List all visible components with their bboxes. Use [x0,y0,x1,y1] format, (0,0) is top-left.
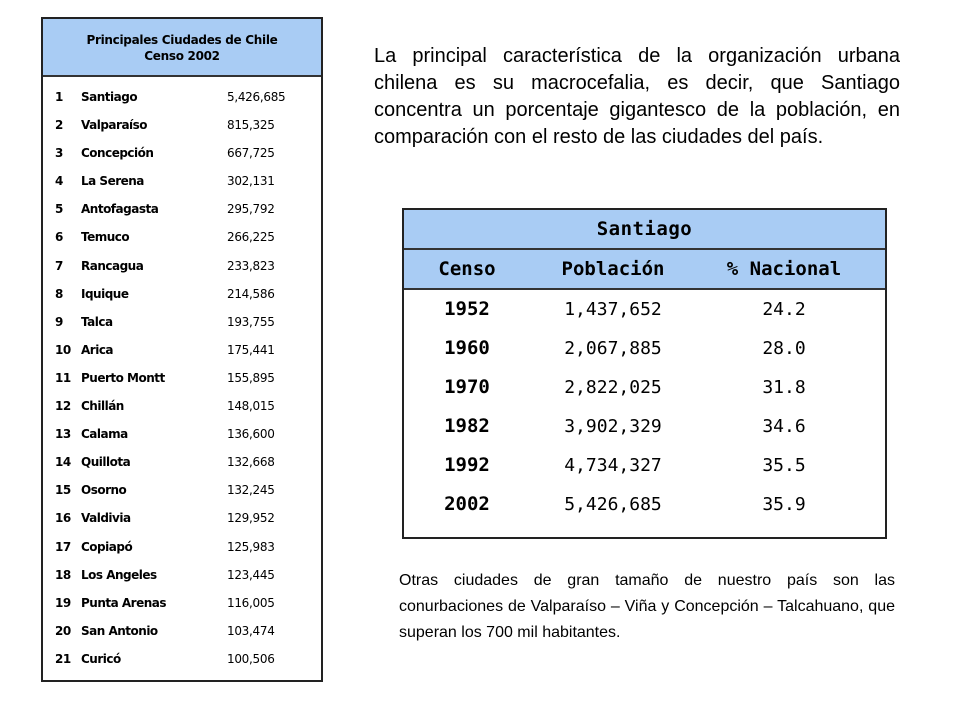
santiago-table-title-row [404,210,885,250]
table-row [404,329,885,368]
city-rank: 16 [55,511,71,526]
city-population: 129,952 [227,511,275,526]
city-population: 116,005 [227,595,275,610]
city-population: 302,131 [227,174,275,189]
table-row [404,290,885,329]
census-year: 2002 [444,493,490,515]
city-population: 175,441 [227,342,275,357]
column-header-nacional: % Nacional [726,258,842,280]
city-rank: 15 [55,483,71,498]
table-row [43,420,321,448]
city-rank: 8 [55,286,63,301]
city-name: Los Angeles [81,567,157,582]
santiago-table [402,208,887,539]
cities-table-subtitle: Censo 2002 [144,49,220,63]
city-population: 100,506 [227,651,275,666]
city-name: Talca [81,314,113,329]
census-national-pct: 35.5 [762,455,806,476]
city-name: Punta Arenas [81,595,167,610]
city-population: 214,586 [227,286,275,301]
table-row [43,561,321,589]
census-year: 1952 [444,298,490,320]
city-name: Osorno [81,483,127,498]
city-population: 5,426,685 [227,90,286,104]
column-header-censo: Censo [438,258,496,280]
cities-table-body [43,83,321,673]
table-row [43,533,321,561]
census-year: 1970 [444,376,490,398]
census-national-pct: 31.8 [762,377,806,398]
city-name: San Antonio [81,623,158,638]
table-row [43,139,321,167]
city-rank: 17 [55,539,71,554]
outro-paragraph: Otras ciudades de gran tamaño de nuestro país son las conurbaciones de Valparaíso – Viña y Concepción – Talcahuano, que superan los 700 mil habitantes. [399,572,895,641]
city-rank: 20 [55,623,71,638]
table-row [43,83,321,111]
city-name: Valparaíso [81,118,148,133]
city-name: Quillota [81,455,131,470]
city-population: 266,225 [227,230,275,245]
census-population: 4,734,327 [564,455,662,476]
city-population: 132,668 [227,455,275,470]
city-population: 155,895 [227,370,275,385]
table-row [43,167,321,195]
census-population: 1,437,652 [564,299,662,320]
table-row [43,195,321,223]
city-population: 667,725 [227,146,275,161]
census-population: 3,902,329 [564,416,662,437]
table-row [43,336,321,364]
city-rank: 9 [55,314,63,329]
city-name: Rancagua [81,258,144,273]
city-rank: 13 [55,427,71,442]
city-name: Puerto Montt [81,370,165,385]
census-year: 1992 [444,454,490,476]
table-row [43,252,321,280]
city-rank: 7 [55,258,63,273]
table-row [43,280,321,308]
table-row [404,485,885,524]
city-population: 103,474 [227,623,275,638]
city-rank: 1 [55,90,63,104]
census-national-pct: 24.2 [762,299,806,320]
city-rank: 21 [55,651,71,666]
city-population: 132,245 [227,483,275,498]
santiago-table-title: Santiago [596,218,693,240]
city-rank: 12 [55,399,71,414]
table-row [404,407,885,446]
city-name: Antofagasta [81,202,159,217]
city-rank: 11 [55,370,71,385]
column-header-poblacion: Población [561,258,665,280]
city-population: 193,755 [227,314,275,329]
table-row [43,111,321,139]
city-population: 123,445 [227,567,275,582]
table-row [43,392,321,420]
city-rank: 10 [55,342,71,357]
census-national-pct: 35.9 [762,494,806,515]
city-rank: 14 [55,455,71,470]
intro-paragraph: La principal característica de la organización urbana chilena es su macrocefalia, es decir, que Santiago concentra un porcentaje gigantesco de la población, en comparación con el resto de las ciudades del país. [374,45,900,148]
city-rank: 5 [55,202,63,217]
city-rank: 2 [55,118,63,133]
city-population: 815,325 [227,118,275,133]
city-population: 148,015 [227,399,275,414]
city-name: Chillán [81,399,124,414]
city-population: 136,600 [227,427,275,442]
table-row [43,589,321,617]
city-population: 233,823 [227,258,275,273]
cities-table-title: Principales Ciudades de Chile [86,33,278,47]
census-population: 2,067,885 [564,338,662,359]
santiago-table-header-row [404,250,885,290]
city-rank: 18 [55,567,71,582]
census-population: 5,426,685 [564,494,662,515]
city-name: Arica [81,342,114,357]
city-name: Curicó [81,651,121,666]
city-name: Valdivia [81,511,131,526]
table-row [43,504,321,532]
city-population: 295,792 [227,202,275,217]
table-row [43,617,321,645]
table-row [43,645,321,673]
city-name: Calama [81,427,128,442]
census-national-pct: 34.6 [762,416,806,437]
table-row [43,223,321,251]
cities-table-header [43,19,321,77]
cities-table [41,17,323,682]
city-name: Temuco [81,230,130,245]
city-name: Concepción [81,146,154,161]
table-row [404,446,885,485]
city-name: Iquique [81,286,129,301]
table-row [404,368,885,407]
table-row [43,364,321,392]
city-population: 125,983 [227,539,275,554]
census-population: 2,822,025 [564,377,662,398]
table-row [43,448,321,476]
city-name: Copiapó [81,539,133,554]
table-row [43,476,321,504]
city-rank: 4 [55,174,63,189]
census-year: 1982 [444,415,490,437]
city-rank: 19 [55,595,71,610]
city-name: La Serena [81,174,144,189]
city-name: Santiago [81,90,138,104]
city-rank: 3 [55,146,63,161]
census-year: 1960 [444,337,490,359]
census-national-pct: 28.0 [762,338,806,359]
table-row [43,308,321,336]
city-rank: 6 [55,230,63,245]
santiago-table-body [404,290,885,524]
